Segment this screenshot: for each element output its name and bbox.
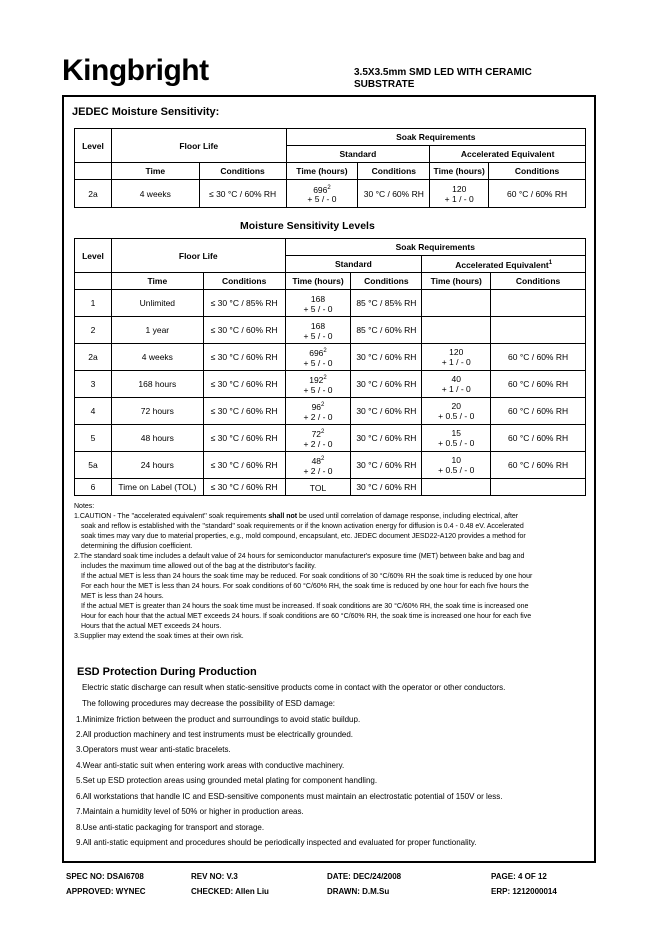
footer-rev-no: REV NO: V.3: [191, 872, 238, 881]
msl-title: Moisture Sensitivity Levels: [240, 220, 375, 232]
cell-std-conditions: 30 °C / 60% RH: [351, 371, 422, 398]
document-title-line1: 3.5X3.5mm SMD LED WITH CERAMIC: [354, 67, 532, 78]
cell-acc-conditions: 60 °C / 60% RH: [491, 452, 586, 479]
footer-erp: ERP: 1212000014: [491, 887, 557, 896]
cell-conditions: ≤ 30 °C / 60% RH: [203, 425, 285, 452]
cell-conditions: ≤ 30 °C / 60% RH: [203, 371, 285, 398]
cell-acc-time: 40 + 1 / - 0: [422, 371, 491, 398]
cell-conditions: ≤ 30 °C / 60% RH: [199, 180, 286, 208]
note-2-line: If the actual MET is less than 24 hours the soak time may be reduced. For soak conditions of 30 °C/60% RH the soak time is reduced by one hour: [81, 573, 533, 580]
cell-time: 1 year: [111, 317, 203, 344]
cell-level: 2a: [75, 344, 112, 371]
cell-time: Unlimited: [111, 290, 203, 317]
footer-drawn: DRAWN: D.M.Su: [327, 887, 390, 896]
msl-header-acc-time: Time (hours): [422, 273, 491, 290]
cell-std-conditions: 30 °C / 60% RH: [351, 425, 422, 452]
cell-std-time: $96^2$ + 2 / - 0: [285, 398, 351, 425]
table-row: [75, 180, 586, 208]
msl-table: [74, 238, 586, 496]
cell-time: 48 hours: [111, 425, 203, 452]
cell-level: 4: [75, 398, 112, 425]
note-2-line: If the actual MET is greater than 24 hours the soak time must be increased. If soak conditions are 30 °C/60% RH, the soak time is increased one: [81, 603, 529, 610]
cell-time: 72 hours: [111, 398, 203, 425]
note-1-line: determining the diffusion coefficient.: [81, 543, 193, 550]
cell-std-time: TOL: [285, 479, 351, 496]
cell-level: 3: [75, 371, 112, 398]
note-2-line: includes the maximum time allowed out of the bag at the distributor's facility.: [81, 563, 317, 570]
cell-std-time: 168 + 5 / - 0: [285, 317, 351, 344]
jedec-header-acc-time: Time (hours): [430, 163, 489, 180]
cell-std-time: $72^2$ + 2 / - 0: [285, 425, 351, 452]
esd-item: 4.Wear anti-static suit when entering work areas with conductive machinery.: [76, 761, 345, 770]
table-row: [75, 398, 586, 425]
note-1-line: soak and reflow is established with the ''standard'' soak requirements or if the known activation energy for diffusion is 0.4 - 0.48 eV. Accelerated: [81, 523, 524, 530]
cell-acc-time: [422, 479, 491, 496]
esd-item: 9.All anti-static equipment and procedures should be periodically inspected and evaluated for proper functionality.: [76, 838, 477, 847]
cell-level: 6: [75, 479, 112, 496]
cell-level: 1: [75, 290, 112, 317]
cell-acc-conditions: 60 °C / 60% RH: [491, 398, 586, 425]
cell-conditions: ≤ 30 °C / 60% RH: [203, 479, 285, 496]
note-1: 1.CAUTION - The ''accelerated equivalent'' soak requirements shall not be used until correlation of damage response, including electrical, after: [74, 513, 519, 520]
msl-header-floor-life: Floor Life: [111, 239, 285, 273]
cell-acc-time: 20 + 0.5 / - 0: [422, 398, 491, 425]
cell-acc-time: [422, 317, 491, 344]
note-3: 3.Supplier may extend the soak times at their own risk.: [74, 633, 244, 640]
cell-std-conditions: 30 °C / 60% RH: [358, 180, 430, 208]
footer-spec-no: SPEC NO: DSAI6708: [66, 872, 144, 881]
note-1-line: soak times may vary due to material properties, e.g., mold compound, encapsulant, etc. JEDEC document JESD22-A120 provides a method for: [81, 533, 526, 540]
msl-header-acc-conditions: Conditions: [491, 273, 586, 290]
jedec-header-std-conditions: Conditions: [358, 163, 430, 180]
footer-checked: CHECKED: Allen Liu: [191, 887, 269, 896]
esd-intro: The following procedures may decrease the possibility of ESD damage:: [82, 699, 336, 708]
cell-time: 4 weeks: [111, 180, 199, 208]
jedec-header-floor-life: Floor Life: [111, 129, 286, 163]
table-row: [75, 425, 586, 452]
cell-level: 2a: [75, 180, 112, 208]
esd-item: 5.Set up ESD protection areas using grounded metal plating for component handling.: [76, 776, 378, 785]
cell-conditions: ≤ 30 °C / 60% RH: [203, 317, 285, 344]
company-logo: Kingbright: [62, 54, 209, 87]
jedec-header-soak: Soak Requirements: [286, 129, 585, 146]
cell-conditions: ≤ 30 °C / 85% RH: [203, 290, 285, 317]
cell-level: 5: [75, 425, 112, 452]
cell-acc-time: 120 + 1 / - 0: [430, 180, 489, 208]
document-title-line2: SUBSTRATE: [354, 79, 415, 90]
msl-header-standard: Standard: [285, 256, 422, 273]
jedec-header-std-time: Time (hours): [286, 163, 358, 180]
jedec-title: JEDEC Moisture Sensitivity:: [72, 106, 220, 118]
note-2-line: MET is less than 24 hours.: [81, 593, 164, 600]
esd-item: 7.Maintain a humidity level of 50% or higher in production areas.: [76, 807, 304, 816]
footer-approved: APPROVED: WYNEC: [66, 887, 146, 896]
footer-page: PAGE: 4 OF 12: [491, 872, 547, 881]
esd-item: 1.Minimize friction between the product and surroundings to avoid static buildup.: [76, 715, 361, 724]
document-title: [354, 67, 584, 91]
jedec-header-acc-conditions: Conditions: [489, 163, 586, 180]
cell-acc-time: 10 + 0.5 / - 0: [422, 452, 491, 479]
cell-acc-time: [422, 290, 491, 317]
cell-conditions: ≤ 30 °C / 60% RH: [203, 344, 285, 371]
cell-std-time: $696^2$ + 5 / - 0: [285, 344, 351, 371]
note-2-line: Hour for each hour that the actual MET exceeds 24 hours. If soak conditions are 60 °C/60% RH, the soak time is increased one hour for each five: [81, 613, 532, 620]
cell-std-conditions: 85 °C / 85% RH: [351, 290, 422, 317]
jedec-header-accelerated: Accelerated Equivalent: [430, 146, 586, 163]
cell-acc-conditions: 60 °C / 60% RH: [491, 425, 586, 452]
cell-acc-conditions: 60 °C / 60% RH: [489, 180, 586, 208]
cell-acc-conditions: [491, 290, 586, 317]
msl-header-conditions: Conditions: [203, 273, 285, 290]
notes: [74, 502, 586, 642]
table-row: [75, 452, 586, 479]
cell-std-time: 168 + 5 / - 0: [285, 290, 351, 317]
table-row: [75, 290, 586, 317]
esd-item: 8.Use anti-static packaging for transport and storage.: [76, 823, 265, 832]
cell-level: 2: [75, 317, 112, 344]
cell-std-conditions: 30 °C / 60% RH: [351, 479, 422, 496]
esd-item: 2.All production machinery and test instruments must be electrically grounded.: [76, 730, 354, 739]
msl-header-accelerated: Accelerated Equivalent$^1$: [422, 256, 586, 273]
esd-item: 3.Operators must wear anti-static bracelets.: [76, 745, 231, 754]
cell-conditions: ≤ 30 °C / 60% RH: [203, 398, 285, 425]
jedec-header-time: Time: [111, 163, 199, 180]
cell-std-conditions: 30 °C / 60% RH: [351, 398, 422, 425]
table-row: [75, 371, 586, 398]
note-2-line: Hours that the actual MET exceeds 24 hours.: [81, 623, 222, 630]
footer-date: DATE: DEC/24/2008: [327, 872, 402, 881]
jedec-table: [74, 128, 586, 208]
cell-time: 4 weeks: [111, 344, 203, 371]
cell-conditions: ≤ 30 °C / 60% RH: [203, 452, 285, 479]
cell-time: 168 hours: [111, 371, 203, 398]
cell-acc-time: 120 + 1 / - 0: [422, 344, 491, 371]
msl-header-time: Time: [111, 273, 203, 290]
msl-header-level: Level: [75, 239, 112, 273]
cell-time: 24 hours: [111, 452, 203, 479]
notes-heading: Notes:: [74, 503, 95, 510]
jedec-header-standard: Standard: [286, 146, 430, 163]
esd-item: 6.All workstations that handle IC and ESD-sensitive components must maintain an electrostatic potential of 150V or less.: [76, 792, 503, 801]
cell-time: Time on Label (TOL): [111, 479, 203, 496]
jedec-header-level: Level: [75, 129, 112, 163]
cell-std-time: $696^2$ + 5 / - 0: [286, 180, 358, 208]
cell-std-conditions: 85 °C / 60% RH: [351, 317, 422, 344]
cell-acc-conditions: 60 °C / 60% RH: [491, 371, 586, 398]
cell-acc-conditions: [491, 317, 586, 344]
msl-header-std-conditions: Conditions: [351, 273, 422, 290]
cell-acc-time: 15 + 0.5 / - 0: [422, 425, 491, 452]
msl-header-soak: Soak Requirements: [285, 239, 585, 256]
cell-std-conditions: 30 °C / 60% RH: [351, 452, 422, 479]
msl-header-std-time: Time (hours): [285, 273, 351, 290]
note-2: 2.The standard soak time includes a default value of 24 hours for semiconductor manufacturer's exposure time (MET) between bake and bag and: [74, 553, 525, 560]
cell-std-conditions: 30 °C / 60% RH: [351, 344, 422, 371]
note-2-line: For each hour the MET is less than 24 hours. For soak conditions of 60 °C/60% RH, the soak time is reduced by one hour for each five hours the: [81, 583, 529, 590]
esd-intro: Electric static discharge can result when static-sensitive products come in contact with the operator or other conductors.: [82, 683, 506, 692]
cell-acc-conditions: 60 °C / 60% RH: [491, 344, 586, 371]
cell-std-time: $192^2$ + 5 / - 0: [285, 371, 351, 398]
esd-title: ESD Protection During Production: [77, 666, 257, 678]
table-row: [75, 317, 586, 344]
cell-std-time: $48^2$ + 2 / - 0: [285, 452, 351, 479]
cell-level: 5a: [75, 452, 112, 479]
jedec-header-conditions: Conditions: [199, 163, 286, 180]
table-row: [75, 344, 586, 371]
cell-acc-conditions: [491, 479, 586, 496]
table-row: [75, 479, 586, 496]
